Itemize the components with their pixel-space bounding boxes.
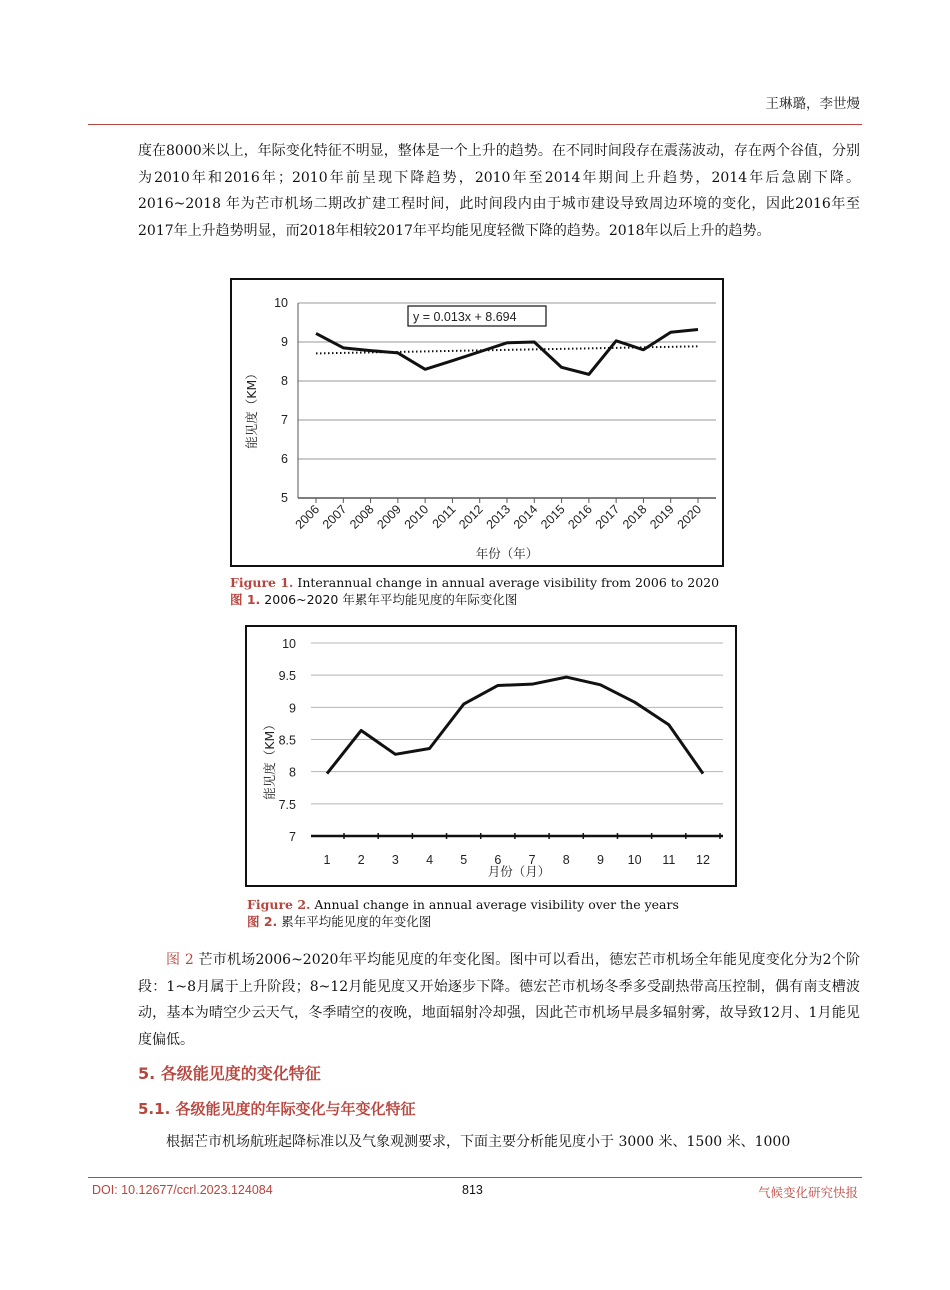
x-tick-label: 2011 [429,502,459,532]
x-tick-label: 2014 [510,502,541,532]
trendline-equation: y = 0.013x + 8.694 [413,310,517,324]
y-tick-label: 5 [281,491,288,505]
y-tick-label: 7 [289,830,296,844]
y-tick-label: 9.5 [278,669,296,684]
subsection-heading: 5.1. 各级能见度的年际变化与年变化特征 [138,1100,416,1118]
x-tick-label: 2012 [456,502,486,532]
figure-1-svg [232,280,722,565]
page-number: 813 [462,1183,483,1197]
y-tick-label: 9 [289,701,296,716]
paragraph-3: 根据芒市机场航班起降标准以及气象观测要求，下面主要分析能见度小于 3000 米、1500 米、1000 [166,1134,791,1150]
y-tick-label: 10 [274,296,288,310]
paragraph-2-text: 芒市机场2006~2020年平均能见度的年变化图。图中可以看出，德宏芒市机场全年能见度变化分为2个阶段：1~8月属于上升阶段；8~12月能见度又开始逐步下降。德宏芒市机场冬季多受副热带高压控制，偶有南支槽波动，基本为晴空少云天气，冬季晴空的夜晚，地面辐射冷却强，因此芒市机场早晨多辐射雾，故导致12月、1月能见度偏低。 [138,952,861,1048]
figure-2-caption-cn [247,914,431,930]
x-tick-label: 2019 [647,502,677,532]
figure-2-caption-en [247,897,679,913]
section-heading: 5. 各级能见度的变化特征 [138,1064,321,1083]
paragraph-2 [138,947,860,1053]
x-tick-label: 8 [562,853,570,867]
x-tick-label: 2018 [619,502,650,532]
y-tick-label: 8.5 [278,733,296,748]
figure-1-caption-en [230,575,719,591]
figure-2-caption-en-label: Figure 2. [247,897,311,912]
paragraph-1: 度在8000米以上，年际变化特征不明显，整体是一个上升的趋势。在不同时间段存在震荡波动，存在两个谷值，分别为2010年和2016年；2010年前呈现下降趋势，2010年至2014年期间上升趋势，2014年后急剧下降。2016~2018 年为芒市机场二期改扩建工程时间，此时间段内由于城市建设导致周边环境的变化，因此2016年至2017年上升趋势明显，而2018年相较2017年平均能见度轻微下降的趋势。2018年以后上升的趋势。 [138,143,860,239]
y-tick-label: 7 [281,413,288,427]
y-tick-label: 9 [281,335,288,349]
x-tick-label: 2010 [401,502,432,532]
x-axis-label: 月份（月） [487,864,551,879]
y-axis-label: 能见度（KM） [262,718,277,800]
y-tick-label: 7.5 [278,797,296,812]
y-tick-label: 6 [281,452,288,466]
x-tick-label: 11 [662,853,676,867]
figure-2-reference-link[interactable]: 图 2 [166,952,194,968]
x-tick-label: 3 [391,853,399,867]
figure-1-caption-cn-text: 2006~2020 年累年平均能见度的年际变化图 [260,592,518,607]
x-tick-label: 10 [627,853,642,867]
figure-1-chart [230,278,724,567]
x-tick-label: 2007 [319,502,350,532]
figure-2-caption-cn-label: 图 2. [247,914,278,929]
header-divider [88,124,862,125]
y-tick-label: 8 [281,374,288,388]
x-tick-label: 7 [528,853,536,867]
figure-1-caption-cn [230,592,517,608]
x-tick-label: 2020 [674,502,705,532]
figure-2-caption-cn-text: 累年平均能见度的年变化图 [277,914,432,929]
footer-divider [88,1177,862,1178]
x-tick-label: 2009 [374,502,404,532]
x-tick-label: 2013 [483,502,514,532]
figure-2-chart [245,625,737,887]
x-tick-label: 4 [426,853,434,867]
x-tick-label: 2006 [292,502,323,532]
x-tick-label: 2008 [347,502,377,532]
x-tick-label: 2016 [565,502,595,532]
figure-2-caption-en-text: Annual change in annual average visibility over the years [310,897,679,912]
footer-journal-name: 气候变化研究快报 [757,1185,858,1200]
y-tick-label: 8 [289,765,296,780]
x-axis-label: 年份（年） [475,546,539,561]
footer-doi[interactable]: DOI: 10.12677/ccrl.2023.124084 [92,1183,273,1197]
figure-2-svg [247,627,735,885]
figure-1-caption-en-label: Figure 1. [230,575,294,590]
x-tick-label: 12 [696,853,710,867]
series-line [327,677,703,774]
x-tick-label: 6 [494,853,502,867]
series-line [316,330,698,375]
header-authors: 王琳璐，李世熳 [765,96,860,112]
x-tick-label: 2015 [538,502,568,532]
x-tick-label: 1 [323,853,331,867]
x-tick-label: 9 [596,853,604,867]
x-tick-label: 2 [357,853,365,867]
figure-1-caption-en-text: Interannual change in annual average visibility from 2006 to 2020 [293,575,720,590]
x-tick-label: 5 [460,853,468,867]
x-tick-label: 2017 [592,502,623,532]
y-tick-label: 10 [282,637,296,651]
figure-1-caption-cn-label: 图 1. [230,592,261,607]
y-axis-label: 能见度（KM） [244,367,259,449]
